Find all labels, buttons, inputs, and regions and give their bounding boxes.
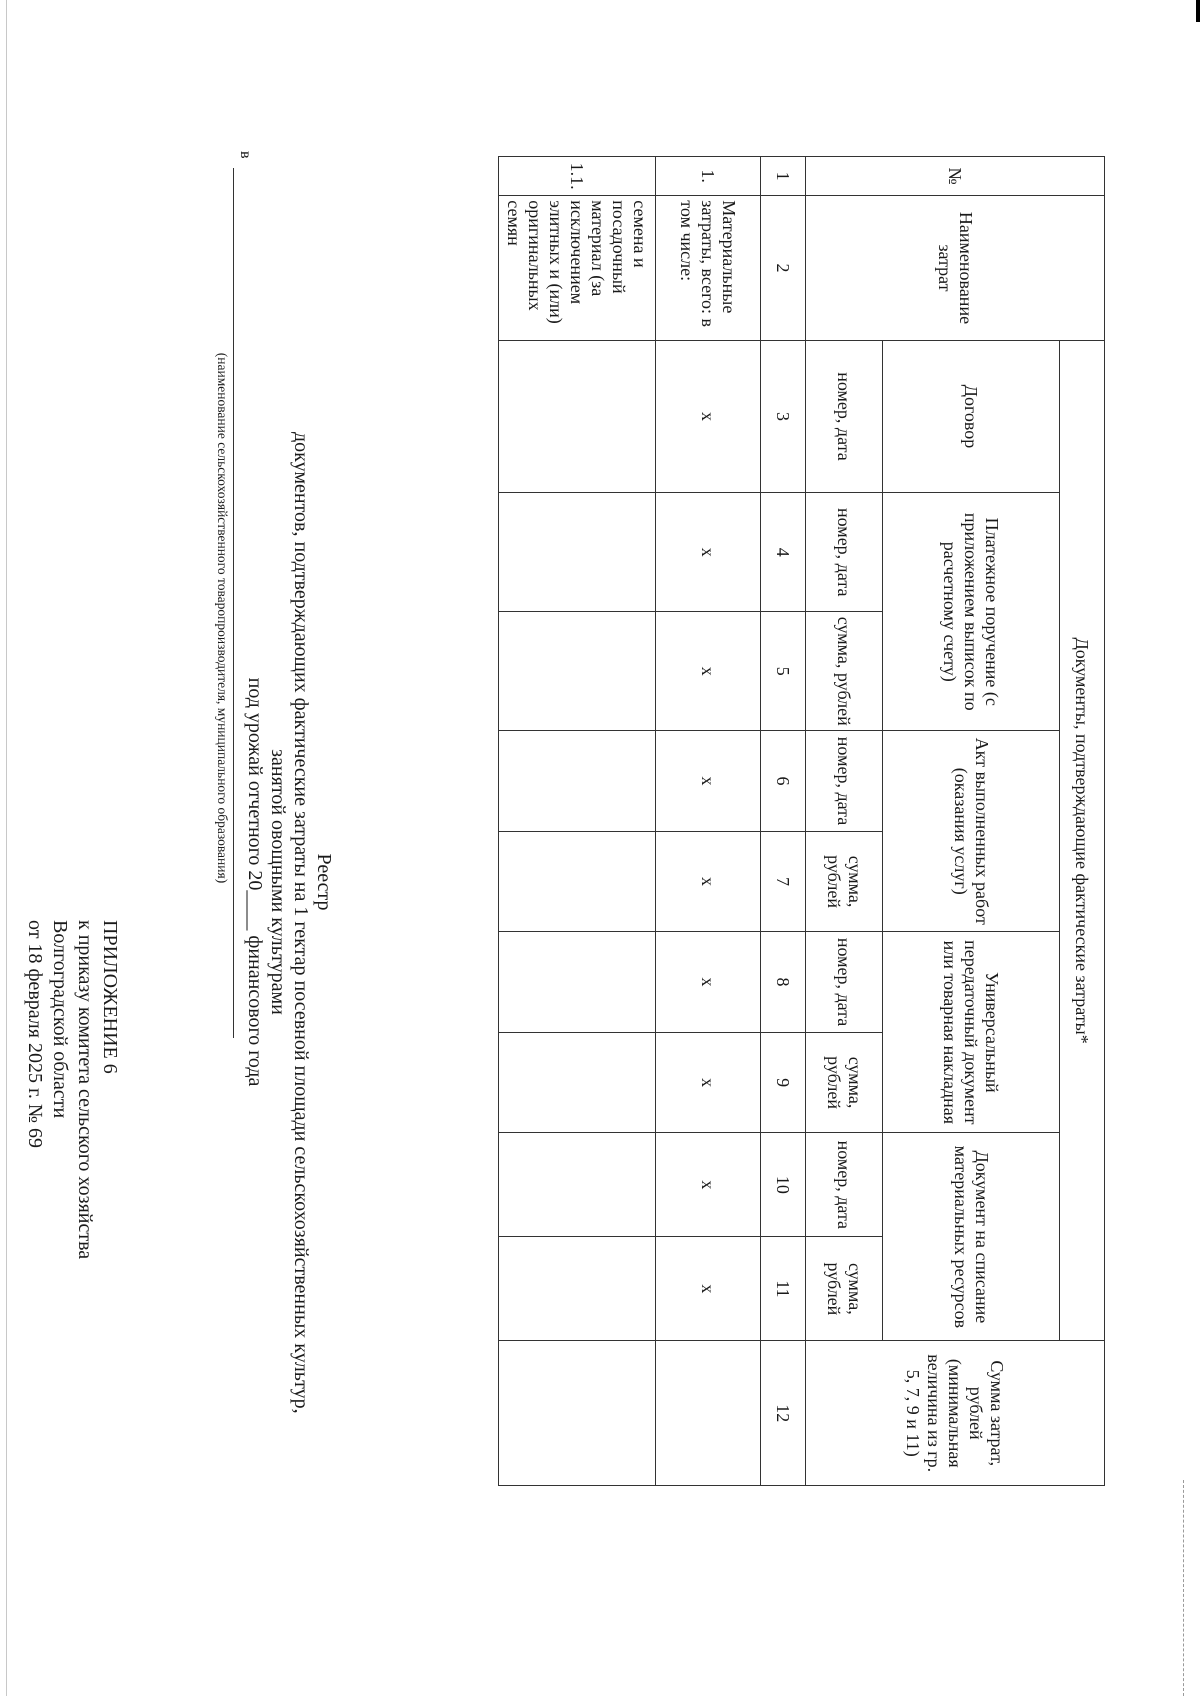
row-cell-writeoff-numdate: x [656, 1133, 761, 1237]
header-transfer-document: Универсальный передаточный документ или товарная накладная [883, 932, 1060, 1133]
column-number-7: 7 [761, 831, 806, 932]
row-number: 1. [656, 157, 761, 196]
row-cell-payment-numdate [499, 493, 656, 612]
header-supporting-documents: Документы, подтверждающие фактические затраты* [1060, 340, 1105, 1341]
row-number: 1.1. [499, 157, 656, 196]
row-cell-payment-sum: x [656, 612, 761, 731]
column-number-12: 12 [761, 1341, 806, 1486]
table-row [656, 157, 761, 1486]
row-cell-contract [499, 340, 656, 493]
column-number-4: 4 [761, 493, 806, 612]
subheader-upd-numdate: номер, дата [806, 932, 883, 1033]
header-number: № [806, 157, 1105, 196]
row-cell-contract: x [656, 340, 761, 493]
column-number-8: 8 [761, 932, 806, 1033]
registry-table [498, 156, 1105, 1486]
row-cell-upd-sum: x [656, 1032, 761, 1133]
subheader-upd-sum: сумма, рублей [806, 1032, 883, 1133]
row-cell-writeoff-sum [499, 1237, 656, 1341]
row-cell-upd-sum [499, 1032, 656, 1133]
row-cell-total [499, 1341, 656, 1486]
row-cell-upd-numdate: x [656, 932, 761, 1033]
subheader-act-sum: сумма, рублей [806, 831, 883, 932]
row-cost-name: семена и посадочный материал (за исключением элитных и (или) оригинальных семян [499, 196, 656, 340]
subheader-writeoff-numdate: номер, дата [806, 1133, 883, 1237]
registry-subtitle-crops: занятой овощными культурами [267, 749, 289, 1015]
row-cell-writeoff-sum: x [656, 1237, 761, 1341]
table-row [499, 157, 656, 1486]
header-work-act: Акт выполненных работ (оказания услуг) [883, 731, 1060, 932]
row-cell-writeoff-numdate [499, 1133, 656, 1237]
producer-underline [233, 168, 234, 1038]
column-number-3: 3 [761, 340, 806, 493]
row-cell-act-numdate [499, 731, 656, 832]
row-cell-act-numdate: x [656, 731, 761, 832]
subheader-contract-numdate: номер, дата [806, 340, 883, 493]
subheader-payment-numdate: номер, дата [806, 493, 883, 612]
header-writeoff-document: Документ на списание материальных ресурсов [883, 1133, 1060, 1341]
subheader-payment-sum: сумма, рублей [806, 612, 883, 731]
row-cell-act-sum [499, 831, 656, 932]
column-number-9: 9 [761, 1032, 806, 1133]
subheader-writeoff-sum: сумма, рублей [806, 1237, 883, 1341]
subheader-act-numdate: номер, дата [806, 731, 883, 832]
producer-caption: (наименование сельскохозяйственного товаропроизводителя, муниципального образования) [215, 352, 230, 884]
column-number-10: 10 [761, 1133, 806, 1237]
producer-prefix: в [237, 151, 254, 159]
row-cell-payment-numdate: x [656, 493, 761, 612]
column-number-1: 1 [761, 157, 806, 196]
appendix-current-line4: от 18 февраля 2025 г. № 69 [24, 920, 46, 1149]
registry-subtitle: документов, подтверждающих фактические затраты на 1 гектар посевной площади сельскохозяйственных культур, [290, 432, 312, 1414]
appendix-current-line2: к приказу комитета сельского хозяйства [74, 920, 96, 1260]
column-number-5: 5 [761, 612, 806, 731]
appendix-current-line1: ПРИЛОЖЕНИЕ 6 [99, 920, 121, 1074]
row-cell-total [656, 1341, 761, 1486]
header-payment-order: Платежное поручение (с приложением выписок по расчетному счету) [883, 493, 1060, 731]
registry-subtitle-year: под урожай отчетного 20____ финансового года [244, 677, 266, 1087]
row-cost-name: Материальные затраты, всего: в том числе: [656, 196, 761, 340]
appendix-current-line3: Волгоградской области [49, 920, 71, 1119]
row-cell-payment-sum [499, 612, 656, 731]
column-number-11: 11 [761, 1237, 806, 1341]
column-number-6: 6 [761, 731, 806, 832]
row-cell-upd-numdate [499, 932, 656, 1033]
row-cell-act-sum: x [656, 831, 761, 932]
header-contract: Договор [883, 340, 1060, 493]
header-total-sum: Сумма затрат, рублей (минимальная величина из гр. 5, 7, 9 и 11) [806, 1341, 1105, 1486]
column-number-2: 2 [761, 196, 806, 340]
header-cost-name: Наименование затрат [806, 196, 1105, 340]
registry-title: Реестр [313, 853, 335, 911]
